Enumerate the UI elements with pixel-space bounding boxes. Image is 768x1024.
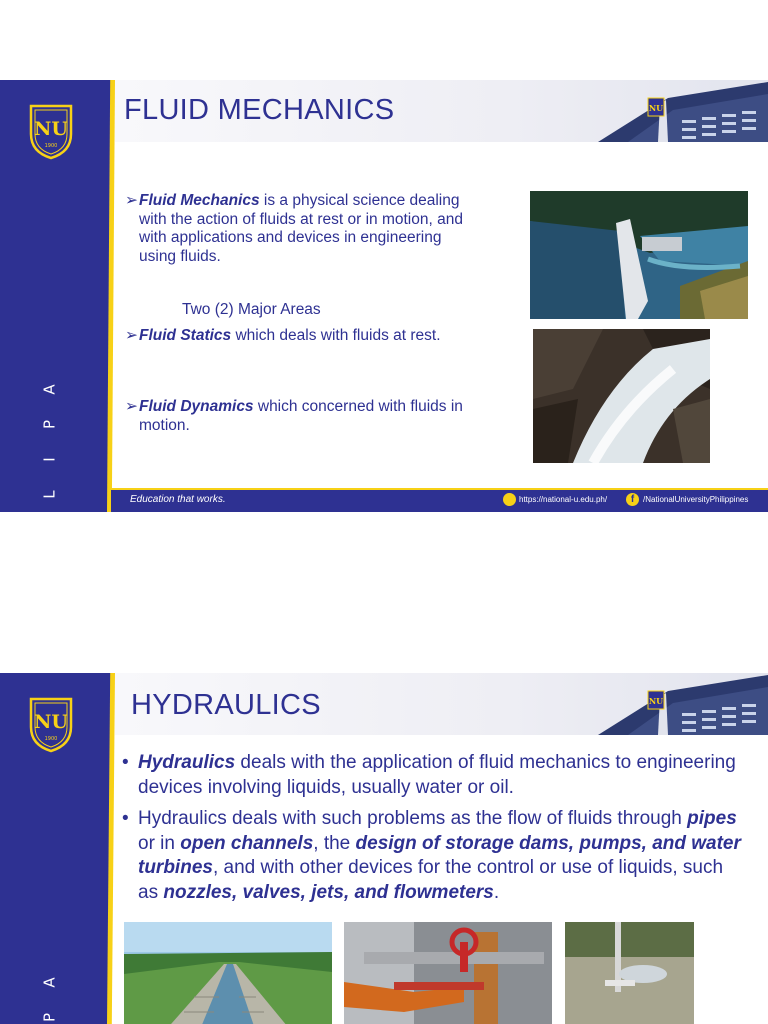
svg-text:NU: NU	[34, 711, 68, 733]
arrow-bullet-icon: ➢	[125, 192, 138, 209]
bullet-hydraulics-problems: • Hydraulics deals with such problems as the flow of fluids through pipes or in open channels, the design of storage dams, pumps, and water turbines, and with other devices for the control or use of liquids, such as nozzles, valves, jets, and flowmeters.	[122, 808, 741, 903]
valves-photo	[344, 922, 552, 1024]
campus-building-image	[598, 673, 768, 735]
university-seal-logo	[27, 697, 75, 753]
subheading-major-areas: Two (2) Major Areas	[182, 301, 321, 318]
arrow-bullet-icon: ➢	[125, 398, 138, 415]
svg-text:NU: NU	[648, 103, 664, 113]
slide-title: FLUID MECHANICS	[124, 94, 395, 126]
slide-title: HYDRAULICS	[131, 689, 321, 721]
campus-building-image	[598, 80, 768, 142]
slide-fluid-mechanics	[0, 80, 768, 512]
canal-photo	[124, 922, 332, 1024]
dam-photo	[530, 191, 748, 319]
facebook-link[interactable]: /NationalUniversityPhilippines	[643, 495, 749, 504]
hydraulics-bullets	[122, 751, 742, 912]
bullet-fluid-statics: ➢ Fluid Statics which deals with fluids at rest.	[125, 327, 441, 344]
svg-text:NU: NU	[648, 696, 664, 706]
globe-icon	[503, 493, 516, 506]
bullet-fluid-dynamics: ➢ Fluid Dynamics which concerned with fluids in motion.	[125, 398, 463, 434]
tagline: Education that works.	[130, 494, 226, 505]
flowmeter-photo	[565, 922, 694, 1024]
campus-label: A P	[40, 977, 59, 1023]
svg-text:1900: 1900	[44, 736, 58, 742]
svg-text:1900: 1900	[44, 143, 58, 149]
campus-label: A P I L	[40, 384, 59, 499]
bullet-fluid-mechanics: ➢ Fluid Mechanics is a physical science dealing with the action of fluids at rest or in motion, and with applications and devices in engineering using fluids.	[125, 192, 463, 265]
footer	[111, 490, 768, 512]
website-link[interactable]: https://national-u.edu.ph/	[519, 495, 608, 504]
slide-hydraulics	[0, 673, 768, 1024]
stream-photo	[533, 329, 710, 463]
facebook-icon: f	[626, 493, 639, 506]
svg-text:NU: NU	[34, 118, 68, 140]
university-seal-logo	[27, 104, 75, 160]
bullet-hydraulics-definition: • Hydraulics deals with the application of fluid mechanics to engineering devices involving liquids, usually water or oil.	[122, 752, 736, 798]
arrow-bullet-icon: ➢	[125, 327, 138, 344]
